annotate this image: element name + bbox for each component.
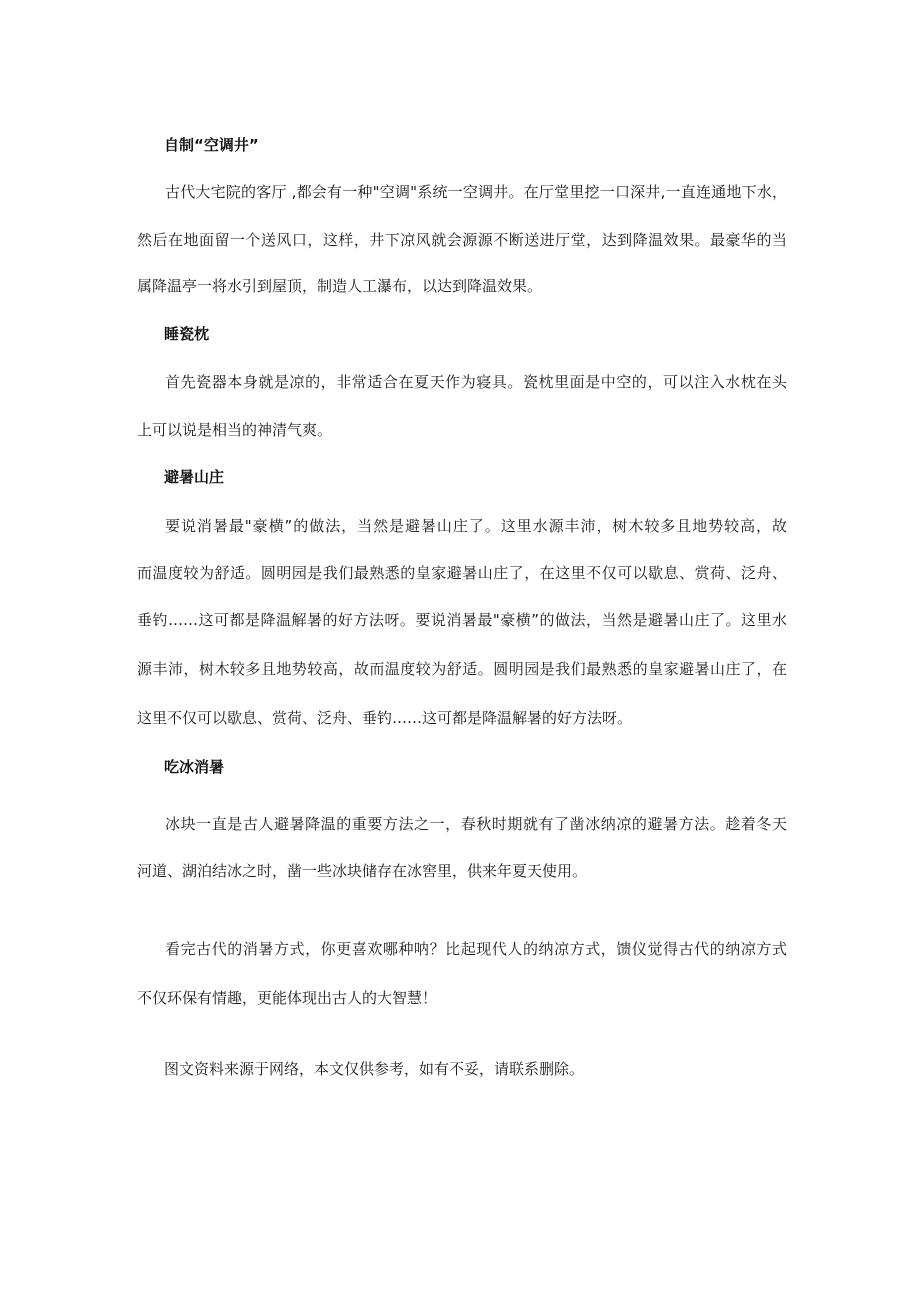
conclusion-line: 看完古代的消暑方式，你更喜欢哪种呐？比起现代人的纳凉方式，馈仪觉得古代的纳凉方式: [165, 940, 787, 958]
paragraph-line: 首先瓷器本身就是凉的，非常适合在夏天作为寝具。瓷枕里面是中空的，可以注入水枕在头: [165, 373, 787, 391]
section-heading-air-well: 自制“空调井”: [164, 136, 259, 154]
paragraph-line: 上可以说是相当的神清气爽。: [137, 421, 333, 439]
paragraph-line: 古代大宅院的客厅 ,都会有一种"空调"系统一空调井。在厅堂里挖一口深井,一直连通地下水，: [165, 183, 787, 201]
paragraph-line: 源丰沛，树木较多且地势较高，故而温度较为舒适。圆明园是我们最熟悉的皇家避暑山庄了，在: [137, 660, 787, 678]
paragraph-line: 而温度较为舒适。圆明园是我们最熟悉的皇家避暑山庄了，在这里不仅可以歇息、赏荷、泛舟、: [137, 564, 787, 582]
conclusion-line: 不仅环保有情趣，更能体现出古人的大智慧！: [137, 989, 438, 1007]
paragraph-line: 属降温亭一将水引到屋顶，制造人工瀑布，以达到降温效果。: [137, 277, 543, 295]
section-heading-porcelain-pillow: 睡瓷枕: [164, 325, 210, 343]
footer-disclaimer: 图文资料来源于网络，本文仅供参考，如有不妥，请联系删除。: [164, 1060, 585, 1078]
paragraph-line: 垂钓……这可都是降温解暑的好方法呀。要说消暑最"豪横”的做法，当然是避暑山庄了。这里水: [137, 611, 787, 629]
paragraph-line: 要说消暑最"豪横”的做法，当然是避暑山庄了。这里水源丰沛，树木较多且地势较高，故: [165, 517, 787, 535]
paragraph-line: 河道、湖泊结冰之时，凿一些冰块储存在冰窖里，供来年夏天使用。: [137, 862, 588, 880]
section-heading-eating-ice: 吃冰消暑: [164, 758, 225, 776]
paragraph-line: 冰块一直是古人避暑降温的重要方法之一，春秋时期就有了凿冰纳凉的避暑方法。趁着冬天: [165, 815, 787, 833]
paragraph-line: 这里不仅可以歇息、赏荷、泛舟、垂钓……这可都是降温解暑的好方法呀。: [137, 709, 633, 727]
section-heading-summer-resort: 避暑山庄: [164, 468, 225, 486]
paragraph-line: 然后在地面留一个送风口，这样，井下凉风就会源源不断送进厅堂，达到降温效果。最豪华的当: [137, 231, 787, 249]
